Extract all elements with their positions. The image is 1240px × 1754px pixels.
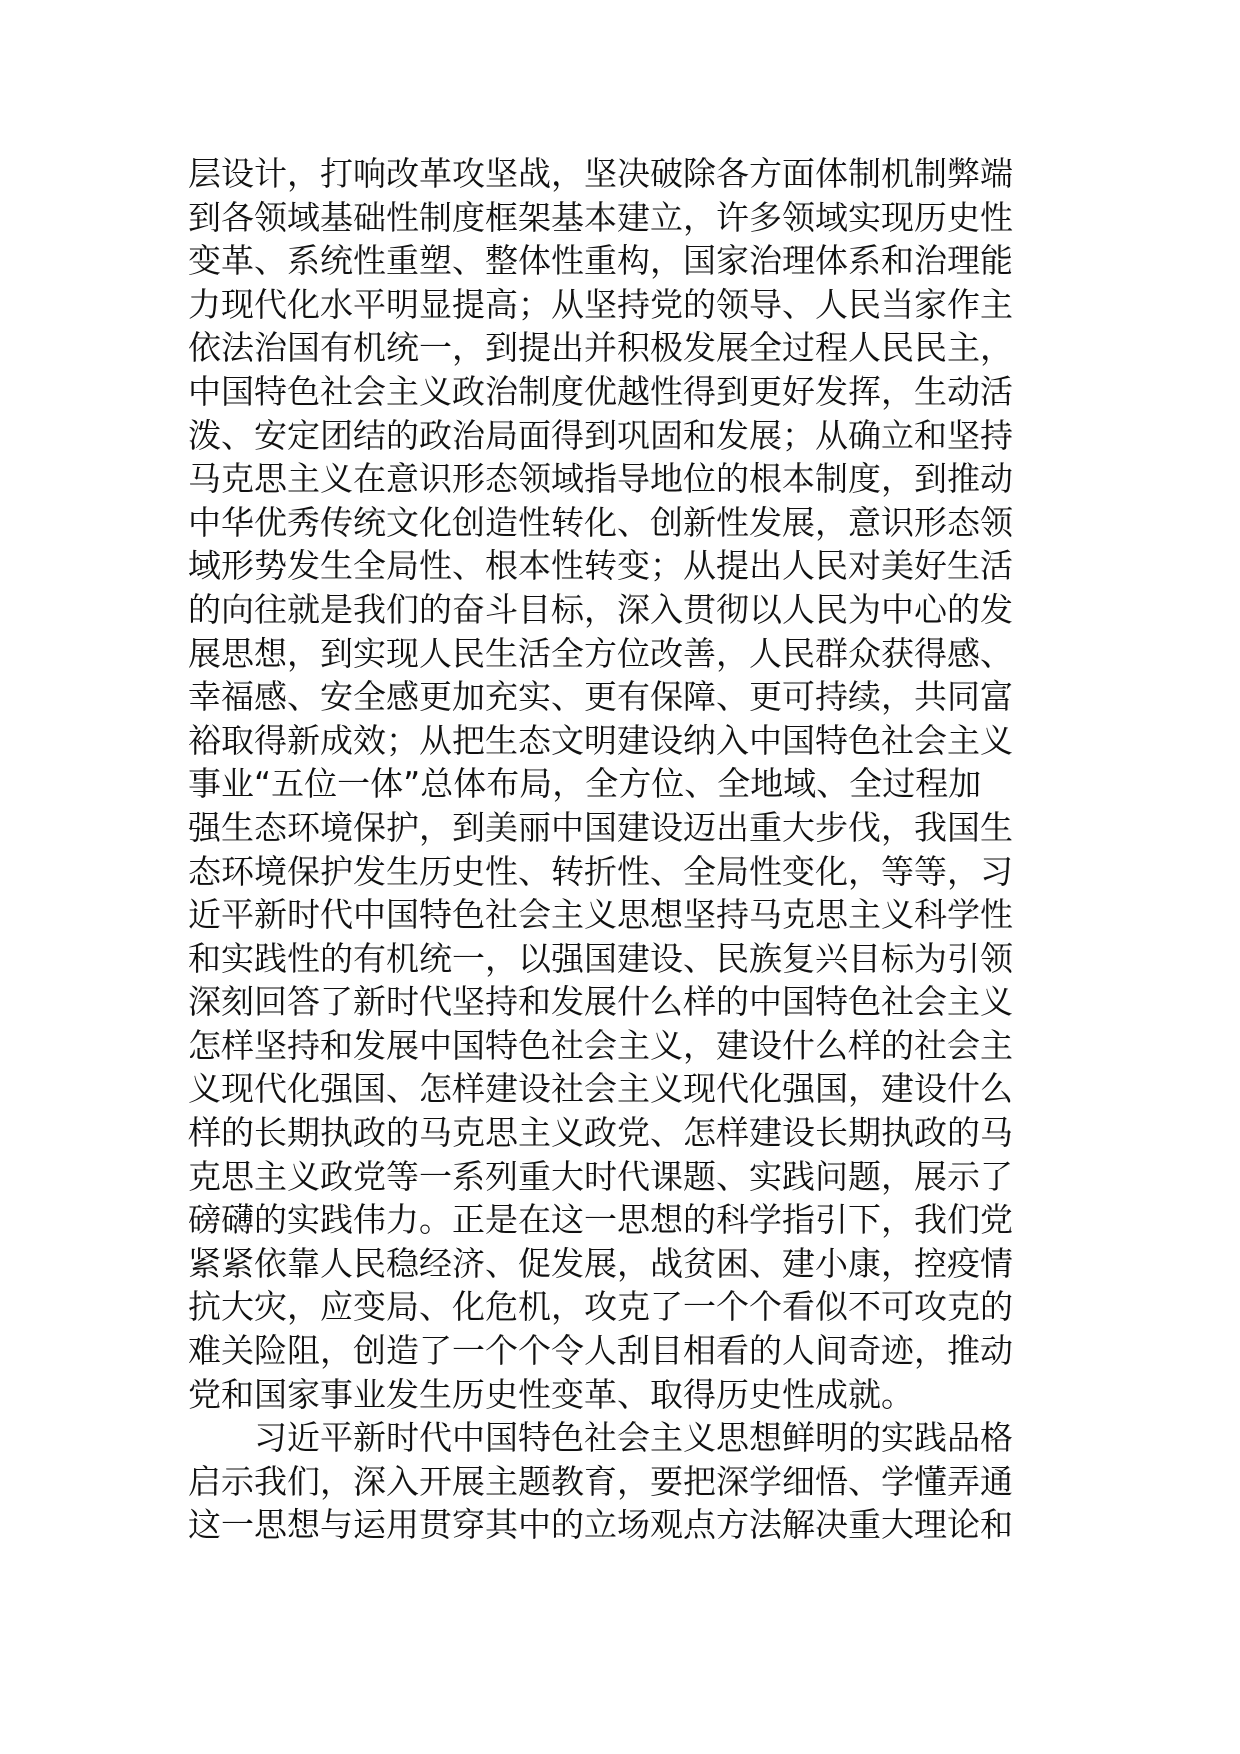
text-line: 克思主义政党等一系列重大时代课题、实践问题，展示了 (188, 1156, 1013, 1196)
text-line: 到各领域基础性制度框架基本建立，许多领域实现历史性 (188, 197, 1013, 237)
text-line: 裕取得新成效；从把生态文明建设纳入中国特色社会主义 (188, 720, 1013, 760)
text-line: 紧紧依靠人民稳经济、促发展，战贫困、建小康，控疫情 (188, 1243, 1013, 1283)
text-line: 态环境保护发生历史性、转折性、全局性变化，等等，习 (188, 851, 1013, 891)
text-line: 依法治国有机统一，到提出并积极发展全过程人民民主， (188, 328, 1013, 368)
text-line: 域形势发生全局性、根本性转变；从提出人民对美好生活 (188, 546, 1013, 586)
text-line: 启示我们，深入开展主题教育，要把深学细悟、学懂弄通 (188, 1461, 1013, 1501)
body-text (188, 152, 1058, 1547)
text-line: 党和国家事业发生历史性变革、取得历史性成就。 (188, 1374, 914, 1414)
text-line: 变革、系统性重塑、整体性重构，国家治理体系和治理能 (188, 241, 1013, 281)
text-line: 难关险阻，创造了一个个令人刮目相看的人间奇迹，推动 (188, 1331, 1013, 1371)
text-line: 深刻回答了新时代坚持和发展什么样的中国特色社会主义 (188, 982, 1013, 1022)
text-line: 这一思想与运用贯穿其中的立场观点方法解决重大理论和 (188, 1505, 1013, 1545)
text-line: 样的长期执政的马克思主义政党、怎样建设长期执政的马 (188, 1113, 1013, 1153)
text-line: 怎样坚持和发展中国特色社会主义，建设什么样的社会主 (188, 1025, 1013, 1065)
text-line: 抗大灾，应变局、化危机，攻克了一个个看似不可攻克的 (188, 1287, 1013, 1327)
text-line: 泼、安定团结的政治局面得到巩固和发展；从确立和坚持 (188, 415, 1013, 455)
text-line: 事业“五位一体”总体布局，全方位、全地域、全过程加 (188, 764, 982, 804)
text-line: 的向往就是我们的奋斗目标，深入贯彻以人民为中心的发 (188, 589, 1013, 629)
text-line: 中华优秀传统文化创造性转化、创新性发展，意识形态领 (188, 502, 1013, 542)
text-line: 近平新时代中国特色社会主义思想坚持马克思主义科学性 (188, 895, 1013, 935)
text-line: 强生态环境保护，到美丽中国建设迈出重大步伐，我国生 (188, 807, 1013, 847)
text-line: 磅礴的实践伟力。正是在这一思想的科学指引下，我们党 (188, 1200, 1013, 1240)
text-line: 展思想，到实现人民生活全方位改善，人民群众获得感、 (188, 633, 1013, 673)
text-line: 中国特色社会主义政治制度优越性得到更好发挥，生动活 (188, 371, 1013, 411)
text-line: 义现代化强国、怎样建设社会主义现代化强国，建设什么 (188, 1069, 1013, 1109)
text-line: 和实践性的有机统一，以强国建设、民族复兴目标为引领 (188, 938, 1013, 978)
text-line: 力现代化水平明显提高；从坚持党的领导、人民当家作主 (188, 284, 1013, 324)
text-line: 马克思主义在意识形态领域指导地位的根本制度，到推动 (188, 459, 1013, 499)
paragraph-start-line: 习近平新时代中国特色社会主义思想鲜明的实践品格 (188, 1418, 1013, 1458)
text-line: 层设计，打响改革攻坚战，坚决破除各方面体制机制弊端 (188, 154, 1013, 193)
text-line: 幸福感、安全感更加充实、更有保障、更可持续，共同富 (188, 677, 1013, 717)
